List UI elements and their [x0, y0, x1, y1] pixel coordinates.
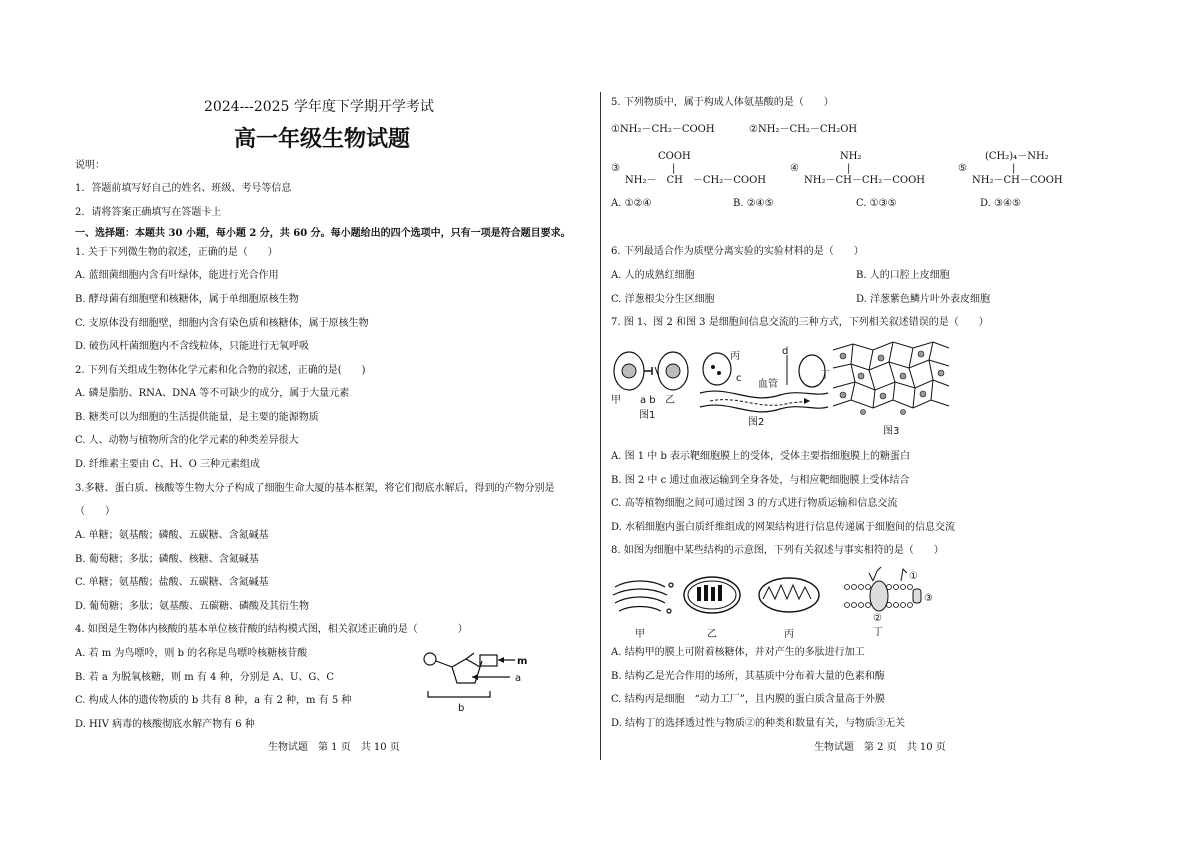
q5-option-d: D. ③④⑤	[980, 198, 1021, 209]
q4-option-d: D. HIV 病毒的核酸彻底水解产物有 6 种	[75, 719, 255, 730]
label-a: a	[515, 673, 522, 684]
q5-item-4-num: ④	[790, 163, 799, 174]
page-title: 高一年级生物试题	[234, 127, 411, 152]
label-ab: a b	[640, 395, 656, 406]
q7-option-c: C. 高等植物细胞之间可通过图 3 的方式进行物质运输和信息交流	[611, 498, 898, 509]
q5-item-2: ②NH₂－CH₂－CH₂OH	[749, 124, 858, 135]
exam-header: 2024---2025 学年度下学期开学考试	[204, 99, 434, 115]
phosphate-circle	[424, 653, 436, 665]
label-ding-fig2: 丁	[820, 370, 830, 381]
label-m: m	[517, 656, 528, 667]
q8-option-b: B. 结构乙是光合作用的场所，其基质中分布着大量的色素和酶	[611, 671, 885, 682]
q6-stem: 6. 下列最适合作为质壁分离实验的实验材料的是（ ）	[611, 246, 864, 257]
label-yi-q8: 乙	[707, 629, 717, 640]
q1-option-a: A. 蓝细菌细胞内含有叶绿体，能进行光合作用	[75, 270, 279, 281]
q4-option-b: B. 若 a 为脱氧核糖，则 m 有 4 种，分别是 A、U、G、C	[75, 672, 335, 683]
q1-option-b: B. 酵母菌有细胞壁和核糖体，属于单细胞原核生物	[75, 294, 299, 305]
label-n3: ③	[924, 593, 933, 604]
q5-item-3-main: NH₂－ CH －CH₂－COOH	[625, 175, 767, 186]
q2-option-b: B. 糖类可以为细胞的生活提供能量，是主要的能源物质	[75, 412, 319, 423]
q3-stem-bracket: （ ）	[75, 506, 115, 517]
q5-item-3-num: ③	[611, 163, 620, 174]
q7-figure-3	[833, 340, 951, 440]
q1-stem: 1. 关于下列微生物的叙述，正确的是（ ）	[75, 247, 278, 258]
q5-item-3-bar: |	[672, 163, 676, 174]
q5-stem: 5. 下列物质中，属于构成人体氨基酸的是（ ）	[611, 97, 834, 108]
q5-item-4-bar: |	[847, 163, 851, 174]
q5-option-b: B. ②④⑤	[733, 198, 774, 209]
q7-option-a: A. 图 1 中 b 表示靶细胞膜上的受体，受体主要指细胞膜上的糖蛋白	[611, 451, 911, 462]
q5-item-5-bar: |	[1012, 163, 1016, 174]
label-jia: 甲	[611, 395, 621, 406]
q3-stem: 3.多糖、蛋白质、核酸等生物大分子构成了细胞生命大厦的基本框架，将它们彻底水解后，得到的产物分别是	[75, 483, 555, 494]
cell-membrane	[845, 567, 933, 624]
q2-stem: 2. 下列有关组成生物体化学元素和化合物的叙述，正确的是( )	[75, 365, 366, 376]
q7-figure-1	[611, 345, 691, 425]
fig2-caption: 图2	[748, 417, 765, 428]
q5-option-c: C. ①③⑤	[856, 198, 897, 209]
q3-option-d: D. 葡萄糖；多肽；氨基酸、五碳糖、磷酸及其衍生物	[75, 601, 310, 612]
label-yi: 乙	[665, 395, 675, 406]
label-xueguan: 血管	[758, 379, 778, 390]
label-ding-q8: 丁	[873, 627, 883, 638]
q7-option-b: B. 图 2 中 c 通过血液运输到全身各处，与相应靶细胞膜上受体结合	[611, 475, 910, 486]
q7-option-d: D. 水稻细胞内蛋白质纤维组成的网架结构进行信息传递属于细胞间的信息交流	[611, 522, 956, 533]
q4-stem: 4. 如图是生物体内核酸的基本单位核苷酸的结构模式图，相关叙述正确的是（ ）	[75, 624, 468, 635]
q2-option-c: C. 人、动物与植物所含的化学元素的种类差异很大	[75, 435, 299, 446]
q5-option-a: A. ①②④	[611, 198, 652, 209]
label-jia-q8: 甲	[635, 629, 645, 640]
page-divider	[600, 92, 601, 760]
q1-option-c: C. 支原体没有细胞壁，细胞内含有染色质和核糖体，属于原核生物	[75, 318, 369, 329]
mitochondrion	[759, 578, 819, 612]
q8-option-a: A. 结构甲的膜上可附着核糖体，并对产生的多肽进行加工	[611, 647, 865, 658]
q5-item-4-top: NH₂	[840, 151, 862, 162]
q7-stem: 7. 图 1、图 2 和图 3 是细胞间信息交流的三种方式，下列相关叙述错误的是（ ）	[611, 317, 989, 328]
q6-option-d: D. 洋葱紫色鳞片叶外表皮细胞	[856, 294, 991, 305]
label-c: c	[736, 373, 742, 384]
q5-item-4-main: NH₂－CH－CH₂－COOH	[804, 175, 926, 186]
q6-option-c: C. 洋葱根尖分生区细胞	[611, 294, 715, 305]
q3-option-a: A. 单糖；氨基酸；磷酸、五碳糖、含氮碱基	[75, 530, 269, 541]
label-n2: ②	[873, 613, 882, 624]
q8-stem: 8. 如图为细胞中某些结构的示意图，下列有关叙述与事实相符的是（ ）	[611, 545, 944, 556]
base-rect	[480, 655, 497, 666]
q4-option-c: C. 构成人体的遗传物质的 b 共有 8 种，a 有 2 种，m 有 5 种	[75, 695, 352, 706]
q5-item-1: ①NH₂－CH₂－COOH	[611, 124, 715, 135]
footer-page-1: 生物试题 第 1 页 共 10 页	[268, 742, 400, 753]
q1-option-d: D. 破伤风杆菌细胞内不含线粒体，只能进行无氧呼吸	[75, 341, 310, 352]
notes-label: 说明：	[75, 160, 105, 171]
q7-figure-2	[700, 345, 830, 430]
q5-item-5-top: (CH₂)₄－NH₂	[985, 151, 1049, 162]
pentose-ring	[452, 659, 480, 683]
q6-option-b: B. 人的口腔上皮细胞	[856, 270, 950, 281]
chloroplast	[684, 577, 740, 613]
q2-option-a: A. 磷是脂肪、RNA、DNA 等不可缺少的成分，属于大量元素	[75, 388, 350, 399]
label-n1: ①	[909, 571, 918, 582]
note-1: 1．答题前填写好自己的姓名、班级、考号等信息	[75, 183, 292, 194]
q8-option-c: C. 结构丙是细胞 “动力工厂”，且内膜的蛋白质含量高于外膜	[611, 694, 885, 705]
fig1-caption: 图1	[639, 410, 656, 421]
q6-option-a: A. 人的成熟红细胞	[611, 270, 695, 281]
golgi-apparatus	[613, 581, 673, 613]
label-d: d	[782, 346, 789, 357]
nucleotide-diagram	[420, 645, 545, 715]
label-b: b	[458, 703, 465, 714]
q3-option-b: B. 葡萄糖；多肽；磷酸、核糖、含氮碱基	[75, 554, 259, 565]
label-bing: 丙	[730, 351, 740, 362]
q3-option-c: C. 单糖；氨基酸；盐酸、五碳糖、含氮碱基	[75, 577, 269, 588]
q5-item-5-main: NH₂－CH－COOH	[972, 175, 1063, 186]
label-bing-q8: 丙	[784, 629, 794, 640]
q2-option-d: D. 纤维素主要由 C、H、O 三种元素组成	[75, 459, 260, 470]
q5-item-5-num: ⑤	[958, 163, 967, 174]
q4-option-a: A. 若 m 为鸟嘌呤，则 b 的名称是鸟嘌呤核糖核苷酸	[75, 648, 308, 659]
section-heading: 一、选择题：本题共 30 小题，每小题 2 分，共 60 分。每小题给出的四个选项中，只有一项是符合题目要求。	[75, 228, 571, 239]
q5-item-3-top: COOH	[658, 151, 691, 162]
footer-page-2: 生物试题 第 2 页 共 10 页	[814, 742, 946, 753]
q8-option-d: D. 结构丁的选择透过性与物质②的种类和数量有关，与物质③无关	[611, 718, 906, 729]
fig3-caption: 图3	[883, 426, 900, 437]
note-2: 2．请将答案正确填写在答题卡上	[75, 207, 222, 218]
q8-organelles-figure	[611, 565, 946, 640]
